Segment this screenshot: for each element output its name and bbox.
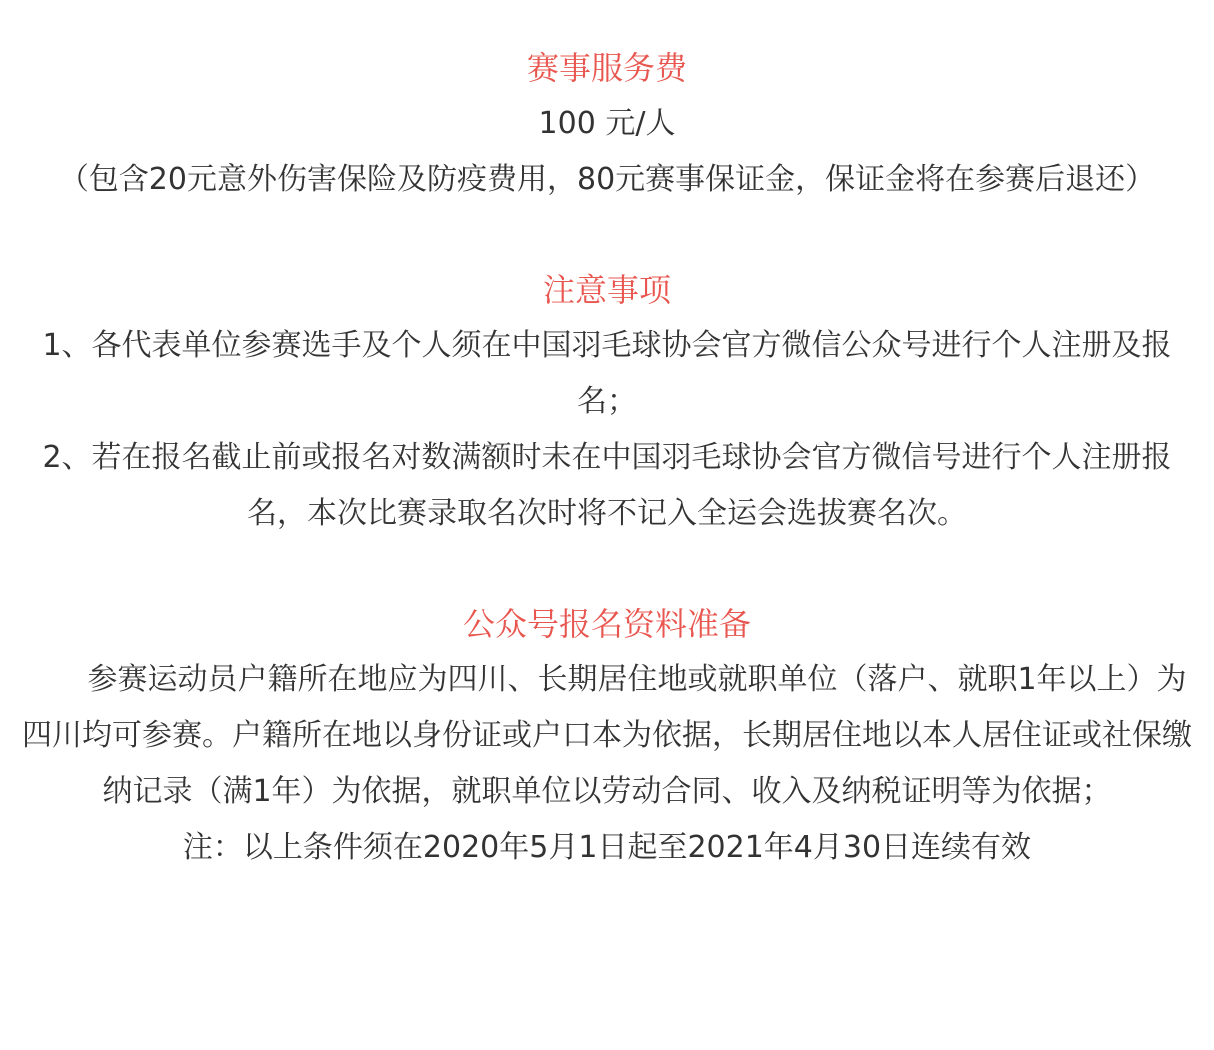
fee-price: 100 元/人 bbox=[538, 106, 676, 141]
notice-item-1: 1、各代表单位参赛选手及个人须在中国羽毛球协会官方微信公众号进行个人注册及报名； bbox=[42, 328, 1172, 419]
notice-section bbox=[22, 208, 1192, 542]
fee-title: 赛事服务费 bbox=[526, 49, 687, 87]
fee-detail: （包含20元意外伤害保险及防疫费用，80元赛事保证金，保证金将在参赛后退还） bbox=[58, 162, 1156, 197]
prep-note: 注：以上条件须在2020年5月1日起至2021年4月30日连续有效 bbox=[182, 830, 1032, 865]
fee-section bbox=[22, 0, 1192, 208]
prep-section bbox=[22, 542, 1192, 876]
prep-title: 公众号报名资料准备 bbox=[462, 605, 751, 643]
notice-title: 注意事项 bbox=[542, 271, 671, 309]
prep-body: 参赛运动员户籍所在地应为四川、长期居住地或就职单位（落户、就职1年以上）为四川均可参赛。户籍所在地以身份证或户口本为依据，长期居住地以本人居住证或社保缴纳记录（满1年）为依据，就职单位以劳动合同、收入及纳税证明等为依据； bbox=[22, 662, 1192, 809]
notice-item-2: 2、若在报名截止前或报名对数满额时未在中国羽毛球协会官方微信号进行个人注册报名，本次比赛录取名次时将不记入全运会选拔赛名次。 bbox=[42, 440, 1172, 531]
